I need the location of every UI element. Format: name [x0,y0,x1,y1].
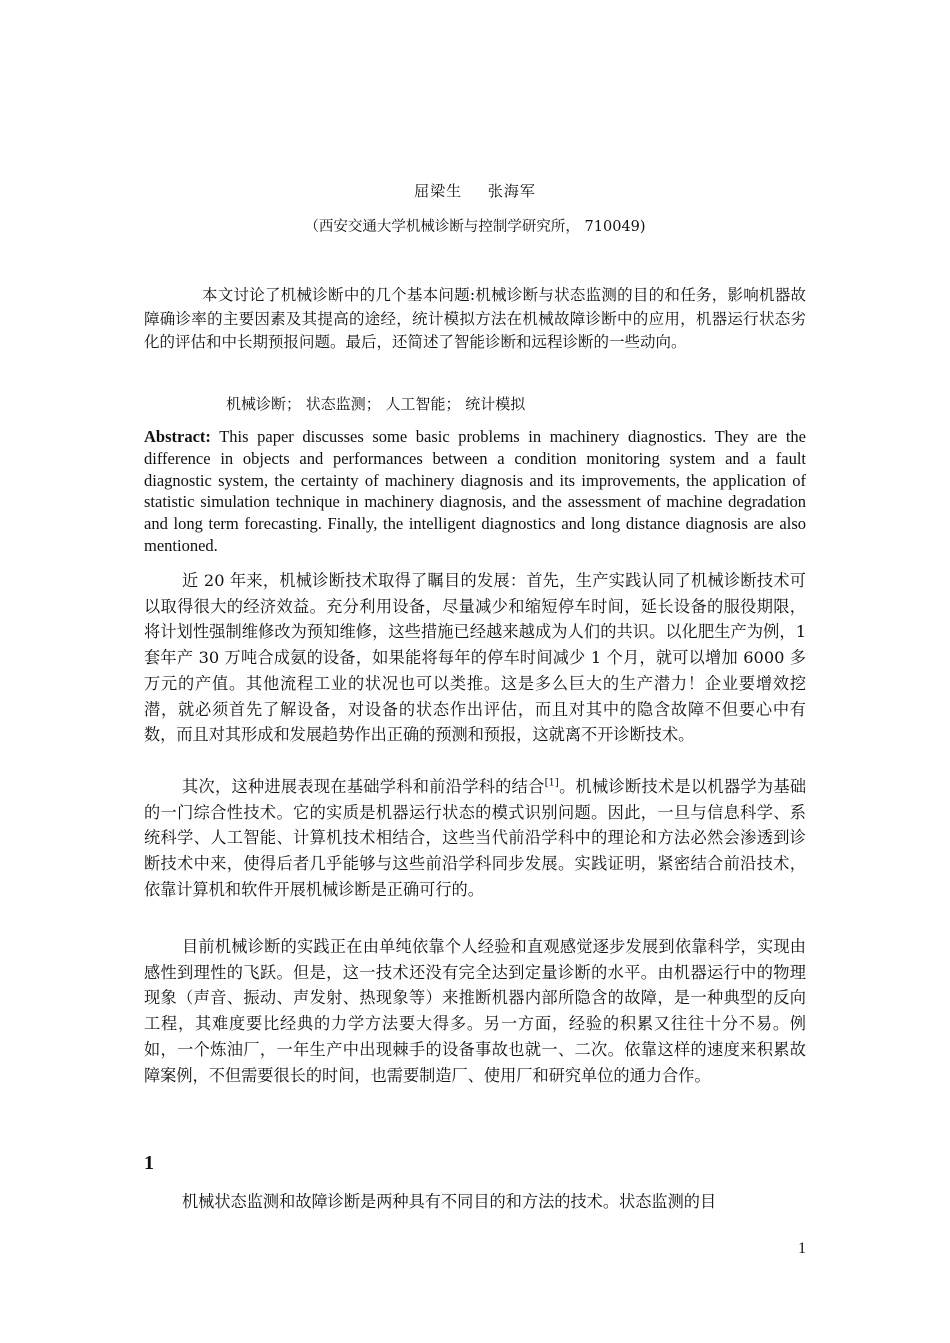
english-abstract [144,426,806,557]
paragraph-3: 目前机械诊断的实践正在由单纯依靠个人经验和直观感觉逐步发展到依靠科学，实现由感性到理性的飞跃。但是，这一技术还没有完全达到定量诊断的水平。由机器运行中的物理现象（声音、振动、声发射、热现象等）来推断机器内部所隐含的故障，是一种典型的反向工程，其难度要比经典的力学方法要大得多。另一方面，经验的积累又往往十分不易。例如，一个炼油厂，一年生产中出现棘手的设备事故也就一、二次。依靠这样的速度来积累故障案例，不但需要很长的时间，也需要制造厂、使用厂和研究单位的通力合作。 [144,937,806,1085]
paper-page [144,0,806,1343]
chinese-abstract: 本文讨论了机械诊断中的几个基本问题:机械诊断与状态监测的目的和任务，影响机器故障确诊率的主要因素及其提高的途经，统计模拟方法在机械故障诊断中的应用，机器运行状态劣化的评估和中长期预报问题。最后，还简述了智能诊断和远程诊断的一些动向。 [144,286,806,351]
paragraph-2-text-b: 。机械诊断技术是以机器学为基础的一门综合性技术。它的实质是机器运行状态的模式识别问题。因此，一旦与信息科学、系统科学、人工智能、计算机技术相结合，这些当代前沿学科中的理论和方法必然会渗透到诊断技术中来，使得后者几乎能够与这些前沿学科同步发展。实践证明，紧密结合前沿技术，依靠计算机和软件开展机械诊断是正确可行的。 [144,777,807,899]
abstract-label: Abstract: [144,427,211,446]
paragraph-4: 机械状态监测和故障诊断是两种具有不同目的和方法的技术。状态监测的目 [182,1192,717,1211]
abstract-text: This paper discusses some basic problems in machinery diagnostics. They are the difference in objects and performances between a condition monitoring system and a fault diagnostic system, the certainty of machinery diagnosis and its improvements, the application of statistic simulation technique in machinery diagnosis, and the assessment of machine degradation and long term forecasting. Finally, the intelligent diagnostics and long distance diagnosis are also mentioned. [144,427,806,555]
paragraph-2-text-a: 其次，这种进展表现在基础学科和前沿学科的结合 [182,777,545,796]
author-affiliation: （西安交通大学机械诊断与控制学研究所， 710049) [304,219,646,235]
paragraph-1: 近 20 年来，机械诊断技术取得了瞩目的发展：首先，生产实践认同了机械诊断技术可以取得很大的经济效益。充分利用设备，尽量减少和缩短停车时间，延长设备的服役期限，将计划性强制维修改为预知维修，这些措施已经越来越成为人们的共识。以化肥生产为例，1 套年产 30 万吨合成氨的设备，如果能将每年的停车时间减少 1 个月，就可以增加 6000 多万元的产值。其他流程工业的状况也可以类推。这是多么巨大的生产潜力！企业要增效挖潜，就必须首先了解设备，对设备的状态作出评估，而且对其中的隐含故障不但要心中有数，而且对其形成和发展趋势作出正确的预测和预报，这就离不开诊断技术。 [144,571,806,745]
section-heading: 1 [144,1152,154,1174]
author-names: 屈梁生 张海军 [414,182,536,200]
page-number: 1 [798,1240,806,1257]
citation-ref[interactable]: [1] [544,777,559,789]
paragraph-2 [144,774,806,903]
keywords: 机械诊断； 状态监测； 人工智能； 统计模拟 [226,395,526,413]
